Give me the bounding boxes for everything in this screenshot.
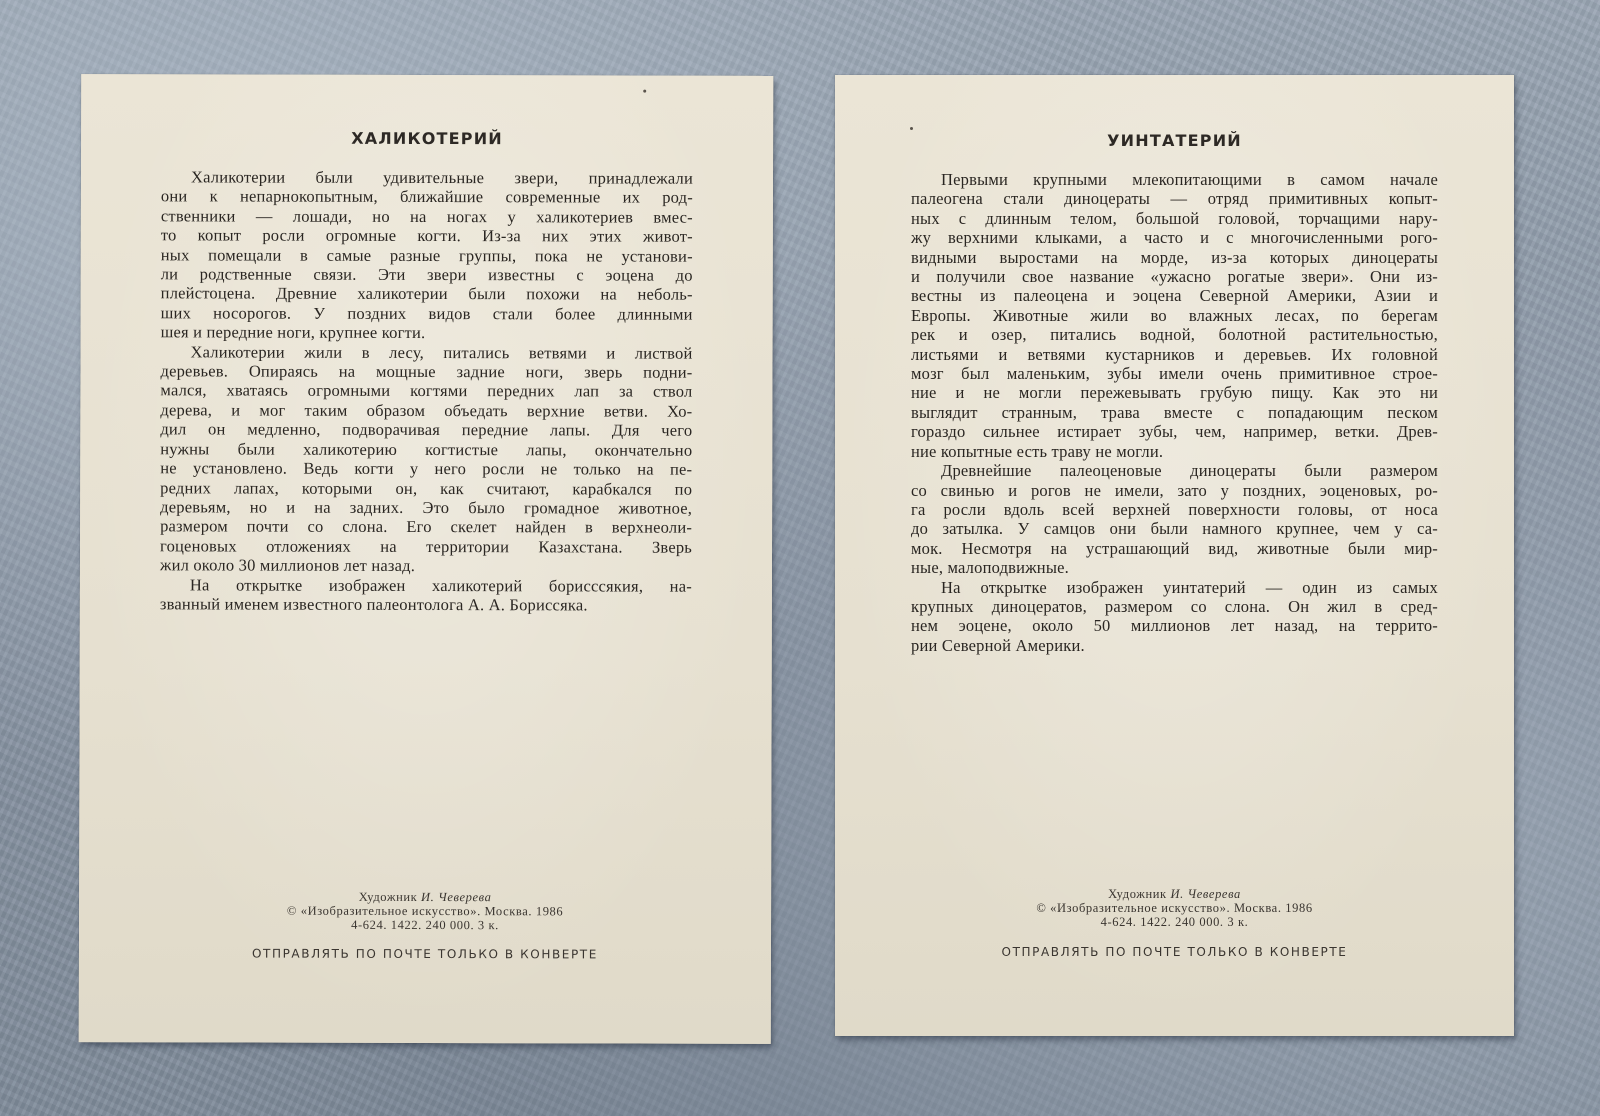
artist-name: И. Чеверева [421,889,492,905]
card-title: УИНТАТЕРИЙ [1107,131,1242,150]
text-line: га росли вдоль всей верхней поверхности головы, от носа [911,499,1438,519]
text-line: ние и не могли пережевывать грубую пищу. Как это ни [911,383,1438,403]
card-title: ХАЛИКОТЕРИЙ [351,128,503,149]
text-line: шея и передние ноги, крупнее когти. [160,322,426,343]
text-line: На открытке изображен халикотерий борисссякия, на- [189,574,692,596]
text-line: видными выростами на морде, из-за которых диноцераты [911,247,1438,267]
text-line: гораздо сильнее истирает зубы, чем, например, ветки. Древ- [911,422,1438,442]
print-code: 4-624. 1422. 240 000. 3 к. [351,917,499,933]
text-line: то копыт росли огромные когти. Из-за них этих живот- [160,225,693,246]
postcard-right [835,75,1514,1036]
speck [643,90,646,93]
text-line: они к непарнокопытным, ближайшие современные их род- [160,186,693,208]
text-line: ших носорогов. У поздних видов стали более длинными [160,303,693,324]
text-line: ли родственные связи. Эти звери известны с эоцена до [160,264,693,285]
text-line: нем эоцене, около 50 миллионов лет назад, на террито- [911,616,1438,636]
text-line: ние копытные есть траву не могли. [911,441,1164,461]
text-line: дил он медленно, подворачивая передние лапы. Для чего [160,419,693,440]
card-body [160,167,693,615]
text-line: размером почти со слона. Его скелет найден в верхнеоли- [160,516,693,538]
text-line: выглядит странным, трава вместе с попадающим песком [911,402,1438,422]
text-line: ственники — лошади, но на ногах у халикотериев вмес- [160,206,693,227]
text-line: листьями и ветвями кустарников и деревьев. Их головной [911,344,1438,364]
text-line: палеогена стали диноцераты — отряд примитивных копыт- [911,189,1438,209]
paragraph [160,342,693,576]
text-line: крупных диноцератов, размером со слона. Он жил в сред- [911,596,1438,616]
publisher-line: © «Изобразительное искусство». Москва. 1986 [286,903,564,919]
paragraph [160,575,692,615]
paragraph [911,170,1438,461]
text-line: дерева, и мог таким образом объедать верхние ветви. Хо- [160,400,693,421]
print-code: 4-624. 1422. 240 000. 3 к. [1100,915,1249,929]
text-line: и получили свое название «ужасно рогатые звери». Они из- [911,267,1438,287]
text-line: нужны были халикотерию когтистые лапы, окончательно [160,438,693,460]
artist-name: И. Чеверева [1170,887,1241,901]
paragraph [911,461,1438,577]
text-line: Древнейшие палеоценовые диноцераты были размером [941,461,1438,481]
artist-prefix: Художник [1108,887,1167,901]
text-line: до затылка. У самцов они были намного крупнее, чем у са- [911,519,1438,539]
text-line: На открытке изображен уинтатерий — один из самых [941,577,1438,597]
speck [910,127,913,130]
text-line: вестны из палеоцена и эоцена Северной Америки, Азии и [911,286,1438,306]
text-line: мок. Несмотря на устрашающий вид, животные были мир- [911,538,1438,558]
text-line: редних лапах, которыми он, как считают, карабкался по [160,477,693,499]
text-line: жу верхними клыками, а часто и с многочисленными рого- [911,228,1438,248]
text-line: Халикотерии жили в лесу, питались ветвями и листвой [190,342,693,363]
text-line: не установлено. Ведь когти у него росли не только на пе- [160,458,693,479]
text-line: мозг был маленьким, зубы имели очень примитивное строе- [911,364,1438,384]
text-line: деревьев. Опираясь на мощные задние ноги, зверь подни- [160,361,693,382]
publisher-line: © «Изобразительное искусство». Москва. 1986 [1036,901,1313,915]
paragraph [911,578,1438,656]
text-line: ные, малоподвижные. [911,558,1069,578]
text-line: званный именем известного палеонтолога А. А. Борисcяка. [159,594,588,615]
card-body [911,170,1438,655]
text-line: рек и озер, питались водной, болотной растительностью, [911,325,1438,345]
text-line: плейстоцена. Древние халикотерии были похожи на неболь- [160,283,693,305]
text-line: жил около 30 миллионов лет назад. [159,555,416,576]
text-line: со свинью и рогов не имели, зато у поздних, эоценовых, ро- [911,480,1438,500]
text-line: ных помещали в самые разные группы, пока не установи- [160,244,693,266]
send-note: ОТПРАВЛЯТЬ ПО ПОЧТЕ ТОЛЬКО В КОНВЕРТЕ [251,946,598,962]
text-line: деревьям, но и на задних. Это было громадное животное, [160,497,693,518]
paragraph [161,167,693,343]
text-line: ных с длинным телом, большой головой, торчащими нару- [911,208,1438,228]
text-line: Первыми крупными млекопитающими в самом начале [941,170,1438,189]
text-line: Халикотерии были удивительные звери, принадлежали [190,167,694,188]
text-line: мался, хватаясь огромными когтями передних лап за ствол [160,380,693,402]
artist-prefix: Художник [358,889,418,904]
text-line: рии Северной Америки. [911,635,1085,655]
text-line: гоценовых отложениях на территории Казахстана. Зверь [160,536,693,557]
send-note: ОТПРАВЛЯТЬ ПО ПОЧТЕ ТОЛЬКО В КОНВЕРТЕ [1001,945,1348,959]
artist-credit [835,887,1514,901]
imprint [835,887,1514,929]
postcard-left [79,74,774,1044]
text-line: Европы. Животные жили во влажных лесах, по берегам [911,305,1438,325]
imprint [79,889,771,933]
